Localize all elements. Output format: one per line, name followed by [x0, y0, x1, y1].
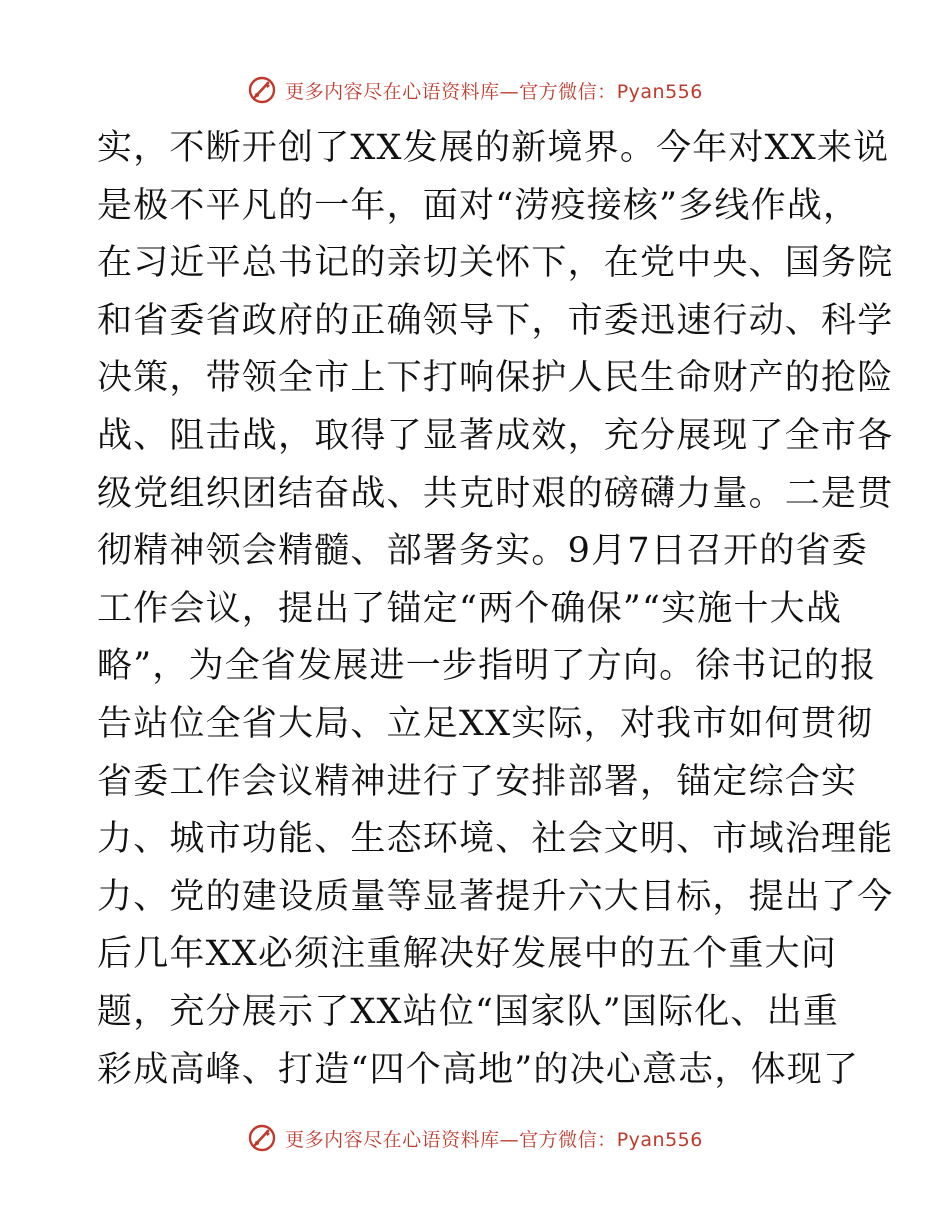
watermark-text [285, 1125, 703, 1152]
text-line: 彻精神领会精髓、部署务实。9月7日召开的省委 [97, 531, 868, 572]
watermark-main: 更多内容尽在心语资料库 [285, 1128, 500, 1151]
watermark-separator: — [499, 80, 520, 103]
text-line: 决策，带领全市上下打响保护人民生命财产的抢险 [97, 358, 894, 399]
watermark-label: 官方微信： [519, 80, 617, 103]
text-line: 省委工作会议精神进行了安排部署，锚定综合实 [97, 761, 858, 802]
text-line: 彩成高峰、打造“四个高地”的决心意志，体现了 [97, 1049, 860, 1090]
text-line: 和省委省政府的正确领导下，市委迅速行动、科学 [97, 300, 894, 341]
text-line: 略”，为全省发展进一步指明了方向。徐书记的报 [97, 646, 877, 687]
text-line: 力、党的建设质量等显著提升六大目标，提出了今 [97, 876, 894, 917]
watermark-main: 更多内容尽在心语资料库 [285, 80, 500, 103]
text-line: 级党组织团结奋战、共克时艰的磅礴力量。二是贯 [97, 473, 894, 514]
footer-watermark [0, 1118, 950, 1158]
text-line: 是极不平凡的一年，面对“涝疫接核”多线作战， [97, 185, 860, 226]
header-watermark [0, 70, 950, 110]
document-body [97, 120, 894, 1099]
text-line: 战、阻击战，取得了显著成效，充分展现了全市各 [97, 415, 894, 456]
watermark-logo-icon [247, 75, 277, 105]
text-line: 在习近平总书记的亲切关怀下，在党中央、国务院 [97, 243, 894, 284]
watermark-account: Pyan556 [616, 1128, 703, 1151]
watermark-logo-icon [247, 1123, 277, 1153]
text-line: 工作会议，提出了锚定“两个确保”“实施十大战 [97, 588, 843, 629]
text-line: 告站位全省大局、立足XX实际，对我市如何贯彻 [97, 703, 874, 744]
text-line: 力、城市功能、生态环境、社会文明、市域治理能 [97, 819, 894, 860]
watermark-separator: — [499, 1128, 520, 1151]
watermark-label: 官方微信： [519, 1128, 617, 1151]
text-line: 实，不断开创了XX发展的新境界。今年对XX来说 [97, 128, 890, 168]
text-line: 题，充分展示了XX站位“国家队”国际化、出重 [97, 991, 840, 1032]
watermark-text [285, 77, 703, 104]
text-line: 后几年XX必须注重解决好发展中的五个重大问 [97, 934, 838, 975]
watermark-account: Pyan556 [616, 80, 703, 103]
